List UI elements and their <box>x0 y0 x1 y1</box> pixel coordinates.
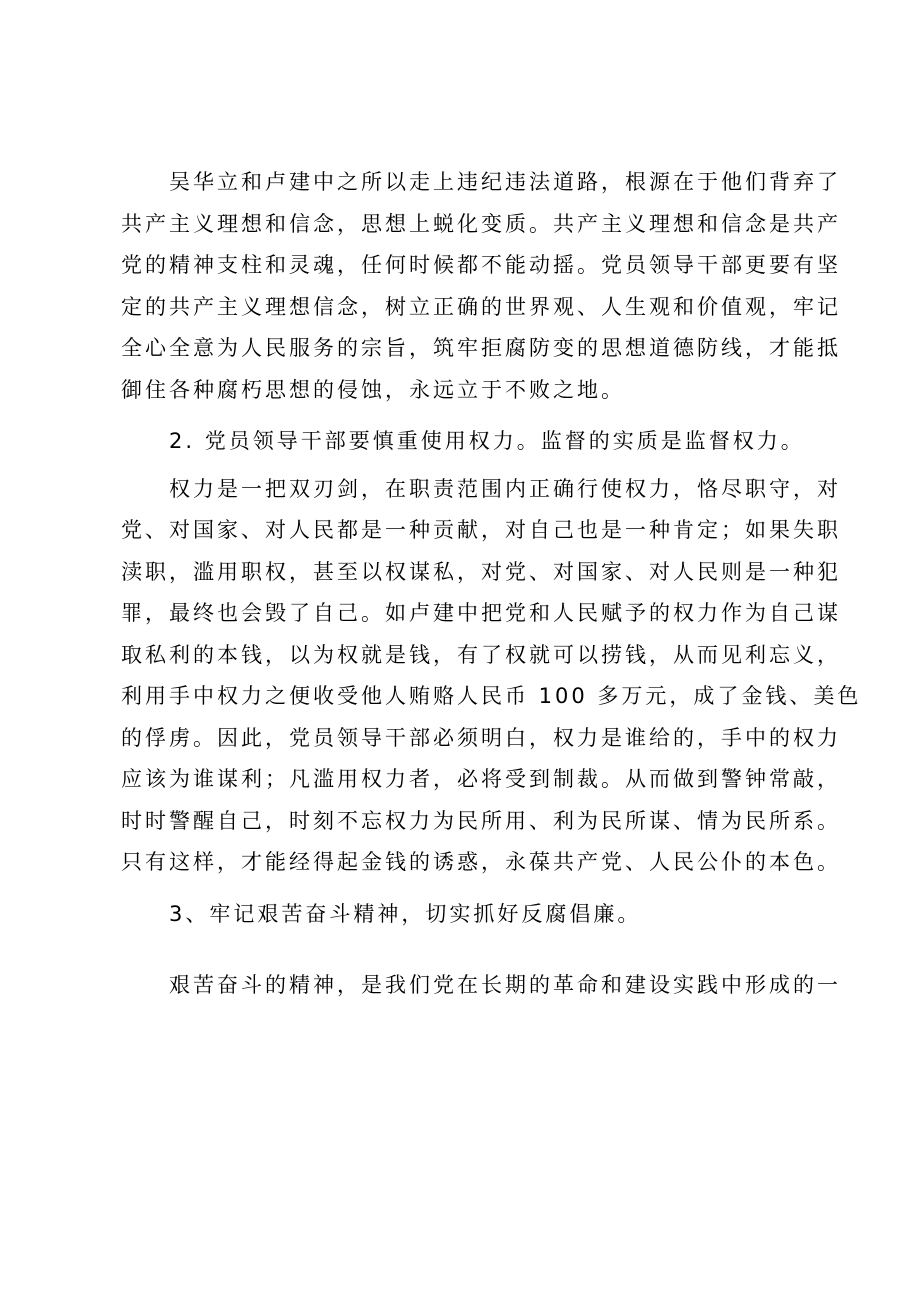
text-line: 时时警醒自己，时刻不忘权力为民所用、利为民所谋、情为民所系。 <box>121 808 841 833</box>
text-line: 权力是一把双刃剑，在职责范围内正确行使权力，恪尽职守，对 <box>169 476 841 501</box>
text-line: 2. 党员领导干部要慎重使用权力。监督的实质是监督权力。 <box>169 429 805 453</box>
paragraph-hard-work <box>121 965 841 1007</box>
paragraph-power <box>121 469 862 884</box>
text-line: 只有这样，才能经得起金钱的诱惑，永葆共产党、人民公仆的本色。 <box>121 850 841 874</box>
text-line: 艰苦奋斗的精神，是我们党在长期的革命和建设实践中形成的一 <box>169 973 841 997</box>
text-line: 罪，最终也会毁了自己。如卢建中把党和人民赋予的权力作为自己谋 <box>121 601 841 625</box>
text-line: 定的共产主义理想信念，树立正确的世界观、人生观和价值观，牢记 <box>121 294 841 319</box>
text-line: 的俘虏。因此，党员领导干部必须明白，权力是谁给的，手中的权力 <box>121 725 841 750</box>
text-line: 3、牢记艰苦奋斗精神，切实抓好反腐倡廉。 <box>169 901 642 926</box>
section-heading-2 <box>121 421 826 463</box>
text-line: 共产主义理想和信念，思想上蜕化变质。共产主义理想和信念是共产 <box>121 211 841 236</box>
text-line: 取私利的本钱，以为权就是钱，有了权就可以捞钱，从而见利忘义， <box>121 642 841 667</box>
text-line: 利用手中权力之便收受他人贿赂人民币 100 多万元，成了金钱、美色 <box>121 684 862 708</box>
section-heading-3 <box>121 894 826 936</box>
text-line: 应该为谁谋利；凡滥用权力者，必将受到制裁。从而做到警钟常敲， <box>121 767 841 791</box>
paragraph-ideals <box>121 162 841 411</box>
text-line: 党、对国家、对人民都是一种贡献，对自己也是一种肯定；如果失职 <box>121 518 841 542</box>
text-line: 全心全意为人民服务的宗旨，筑牢拒腐防变的思想道德防线，才能抵 <box>121 336 841 360</box>
text-line: 渎职，滥用职权，甚至以权谋私，对党、对国家、对人民则是一种犯 <box>121 559 841 584</box>
document-body <box>121 162 862 1007</box>
text-line: 御住各种腐朽思想的侵蚀，永远立于不败之地。 <box>121 377 625 402</box>
text-line: 吴华立和卢建中之所以走上违纪违法道路，根源在于他们背弃了 <box>169 170 841 194</box>
text-line: 党的精神支柱和灵魂，任何时候都不能动摇。党员领导干部更要有坚 <box>121 253 841 277</box>
